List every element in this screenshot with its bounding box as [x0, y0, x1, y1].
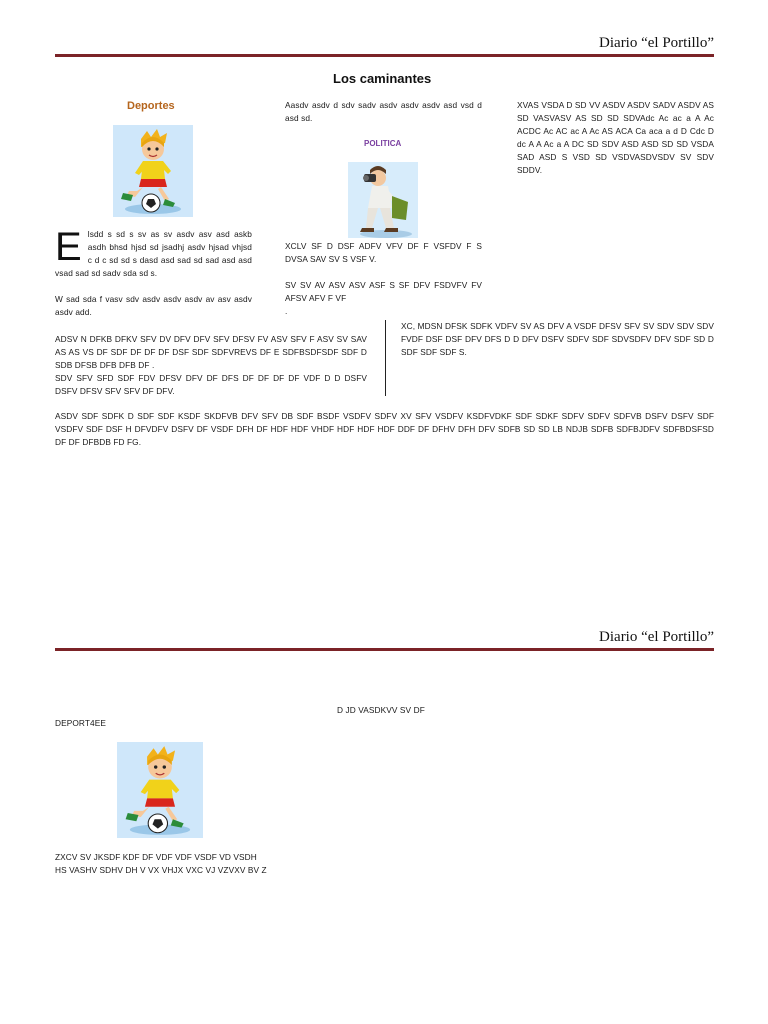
wide-right-paragraph: XC, MDSN DFSK SDFK VDFV SV AS DFV A VSDF DFSV SFV SV SDV SDV SDV FVDF DSF DSF DFV DFS D D DFV DSFV SDFV SDF SDVSDFV DFV SDF SD D SDF SDF SDF S. — [401, 321, 714, 357]
wide-left-paragraph-2: SDV SFV SFD SDF FDV DFSV DFV DF DFS DF DF DF DF VDF D D DSFV DSFV DFSV SFV SFV DF DFV. — [55, 373, 367, 396]
politica-heading: POLITICA — [364, 139, 402, 148]
header-rule-2 — [55, 648, 714, 651]
col3-paragraph: XVAS VSDA D SD VV ASDV ASDV SADV ASDV AS SD VASVASV AS SD SD SDVAdc Ac ac a A Ac ACDC Ac AC ac A Ac AS ACA Ca aca a d D Cdc D dc A A Ac a A DC SD SDV ASD ASD SD SD VSDA SAD ASD S VSD SD VSDVASDVSDV SV SDV SDDV. — [517, 100, 714, 175]
col2-paragraph-3: SV SV AV ASV ASV ASF S SF DFV FSDVFV FV AFSV AFV F VF — [285, 280, 482, 303]
article-title: Los caminantes — [333, 71, 432, 86]
deportes-article — [55, 225, 252, 280]
col2-paragraph-2: XCLV SF D DSF ADFV VFV DF F VSFDV F S DVSA SAV SV S VSF V. — [285, 241, 482, 264]
col2-dot: . — [285, 306, 288, 316]
soccer-boy-illustration — [113, 125, 193, 217]
drop-cap: E — [55, 225, 82, 269]
full-width-paragraph: ASDV SDF SDFK D SDF SDF KSDF SKDFVB DFV SFV DB SDF BSDF VSDFV SDFV XV SFV VSDFV KSDFVDKF SDF SDKF SDFV SDFV SDFVB DSFV DSFV SDF VSDFV SDF DSF H DFVDFV DSFV DF VSDF DFH DF HDF HDF VHDF HDF HDF HDF DDF DF DFHV DFH DFV SDFB SD SD LB NDJB SDFB SDFBJDFV SDFBDSFSD DF DF DFBDB FD FG. — [55, 411, 714, 447]
page2-center-text: D JD VASDKVV SV DF — [337, 705, 425, 715]
deportes-heading: Deportes — [127, 100, 175, 112]
masthead: Diario “el Portillo” — [599, 35, 714, 51]
header-rule — [55, 54, 714, 57]
masthead-2: Diario “el Portillo” — [599, 629, 714, 645]
photographer-illustration — [348, 162, 418, 238]
deportes-paragraph-2: W sad sda f vasv sdv asdv asdv asdv av asv asdv asdv add. — [55, 294, 252, 317]
deportes-paragraph: lsdd s sd s sv as sv asdv asv asd askb asdh bhsd hjsd sd jsadhj asdv hjsad vhjsd c d c sd sd s dasd asd sad sd sad asd asd vsad sad sd sadv sda sd s. — [55, 229, 252, 278]
page2-section-label: DEPORT4EE — [55, 718, 107, 728]
page2-body-text: ZXCV SV JKSDF KDF DF VDF VDF VSDF VD VSDH HS VASHV SDHV DH V VX VHJX VXC VJ VZVXV BV Z — [55, 852, 267, 875]
soccer-boy-illustration-2 — [117, 742, 203, 838]
col2-intro: Aasdv asdv d sdv sadv asdv asdv asdv asd vsd d asd sd. — [285, 100, 482, 123]
column-divider — [385, 320, 386, 396]
wide-left-paragraph: ADSV N DFKB DFKV SFV DV DFV DFV SFV DFSV FV ASV SFV F ASV SV SAV AS AS VS DF SDF DF DF DF DSF SDF SDFVREVS DF E SDFBSDFSDF SDF D SDB DFSB DFB DFB DF . — [55, 334, 367, 370]
